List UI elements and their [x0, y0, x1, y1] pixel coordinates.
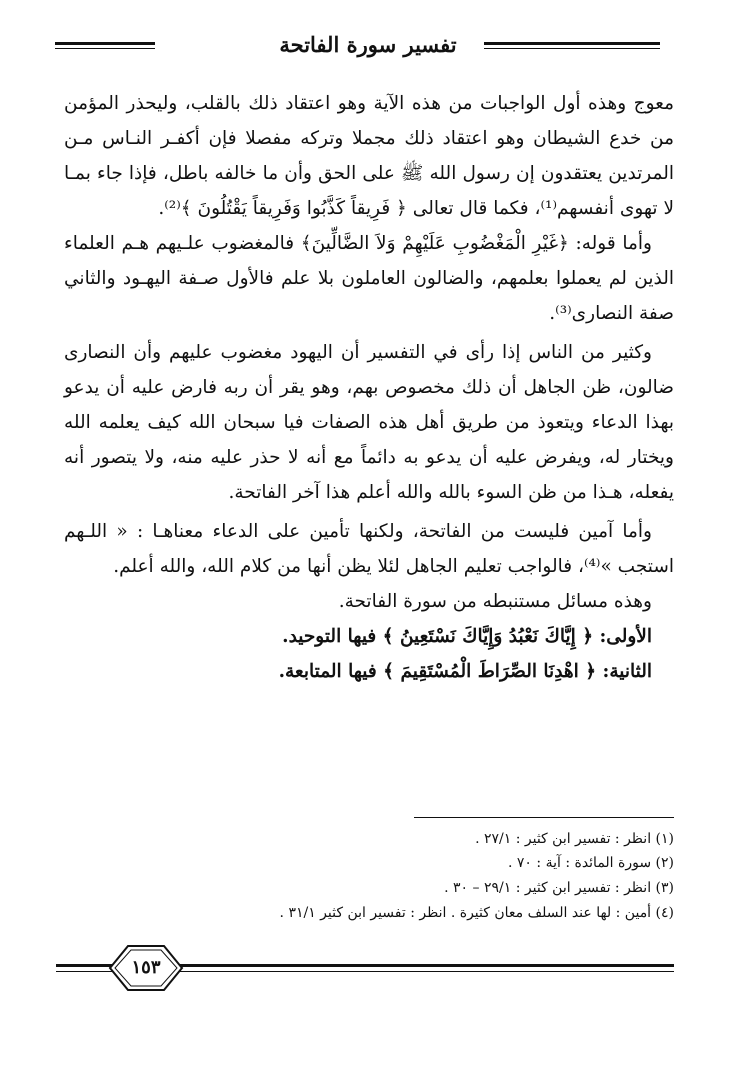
- issue-second: الثانية: ﴿ اهْدِنَا الصِّرَاطَ الْمُسْتَقِيمَ ﴾ فيها المتابعة.: [278, 661, 652, 682]
- paragraph-2: وأما قوله: ﴿غَيْرِ الْمَغْضُوبِ عَلَيْهِمْ وَلاَ الضَّالِّينَ﴾ فالمغضوب علـيهم هـم العلماء الذين لم يعملوا بعلمهم، والضالون العاملون بلا علم فالأول صـفة اليهـود والثاني صفة النصارى⁽³⁾.: [64, 233, 674, 324]
- footnote-1: (١) انظر : تفسير ابن كثير : ٢٧/١ .: [475, 831, 674, 847]
- footnote-4: (٤) أمين : لها عند السلف معان كثيرة . انظر : تفسير ابن كثير ٣١/١ .: [279, 905, 674, 921]
- paragraph-3: وكثير من الناس إذا رأى في التفسير أن اليهود مغضوب عليهم وأن النصارى ضالون، ظن الجاهل أن ذلك مخصوص بهم، وهو يقر أن ربه فارض عليه أن يدعو بهذا الدعاء ويتعوذ من طريق أهل هذه الصفات فيا سبحان الله كيف يعلمه الله ويختار له، ويفرض عليه أن يدعو به دائماً مع أنه لا حذر عليه منه، ولا يتصور أنه يفعله، هـذا من ظن السوء بالله والله أعلم هذا آخر الفاتحة.: [64, 342, 674, 503]
- footnote-3: (٣) انظر : تفسير ابن كثير : ٢٩/١ – ٣٠ .: [444, 880, 674, 896]
- paragraph-4: وأما آمين فليست من الفاتحة، ولكنها تأمين على الدعاء معناهـا : « اللـهم استجب »⁽⁴⁾، فالواجب تعليم الجاهل لئلا يظن أنها من كلام الله، والله أعلم.: [64, 521, 674, 577]
- paragraph-1: معوج وهذه أول الواجبات من هذه الآية وهو اعتقاد ذلك بالقلب، وليحذر المؤمن من خدع الشيطان وهو اعتقاد ذلك مجملا وتركه مفصلا فإن أكفـر النـاس مـن المرتدين يعتقدون إن رسول الله ﷺ على الحق وأن ما خالفه باطل، فإذا جاء بمـا لا تهوى أنفسهم⁽¹⁾، فكما قال تعالى ﴿ فَرِيقاً كَذَّبُوا وَفَرِيقاً يَقْتُلُونَ ﴾⁽²⁾.: [64, 93, 674, 219]
- page-number: ١٥٣: [131, 957, 161, 978]
- main-text: [64, 86, 674, 689]
- paragraph-5: وهذه مسائل مستنبطه من سورة الفاتحة.: [338, 591, 652, 612]
- running-header-title: تفسير سورة الفاتحة: [279, 32, 457, 57]
- issue-first: الأولى: ﴿ إِيَّاكَ نَعْبُدُ وَإِيَّاكَ نَسْتَعِينُ ﴾ فيها التوحيد.: [282, 626, 652, 647]
- footnote-2: (٢) سورة المائدة : آية : ٧٠ .: [508, 855, 674, 871]
- footnote-separator: [414, 817, 674, 818]
- footer-rule-right: [180, 964, 674, 972]
- header-rule-left: [55, 42, 155, 49]
